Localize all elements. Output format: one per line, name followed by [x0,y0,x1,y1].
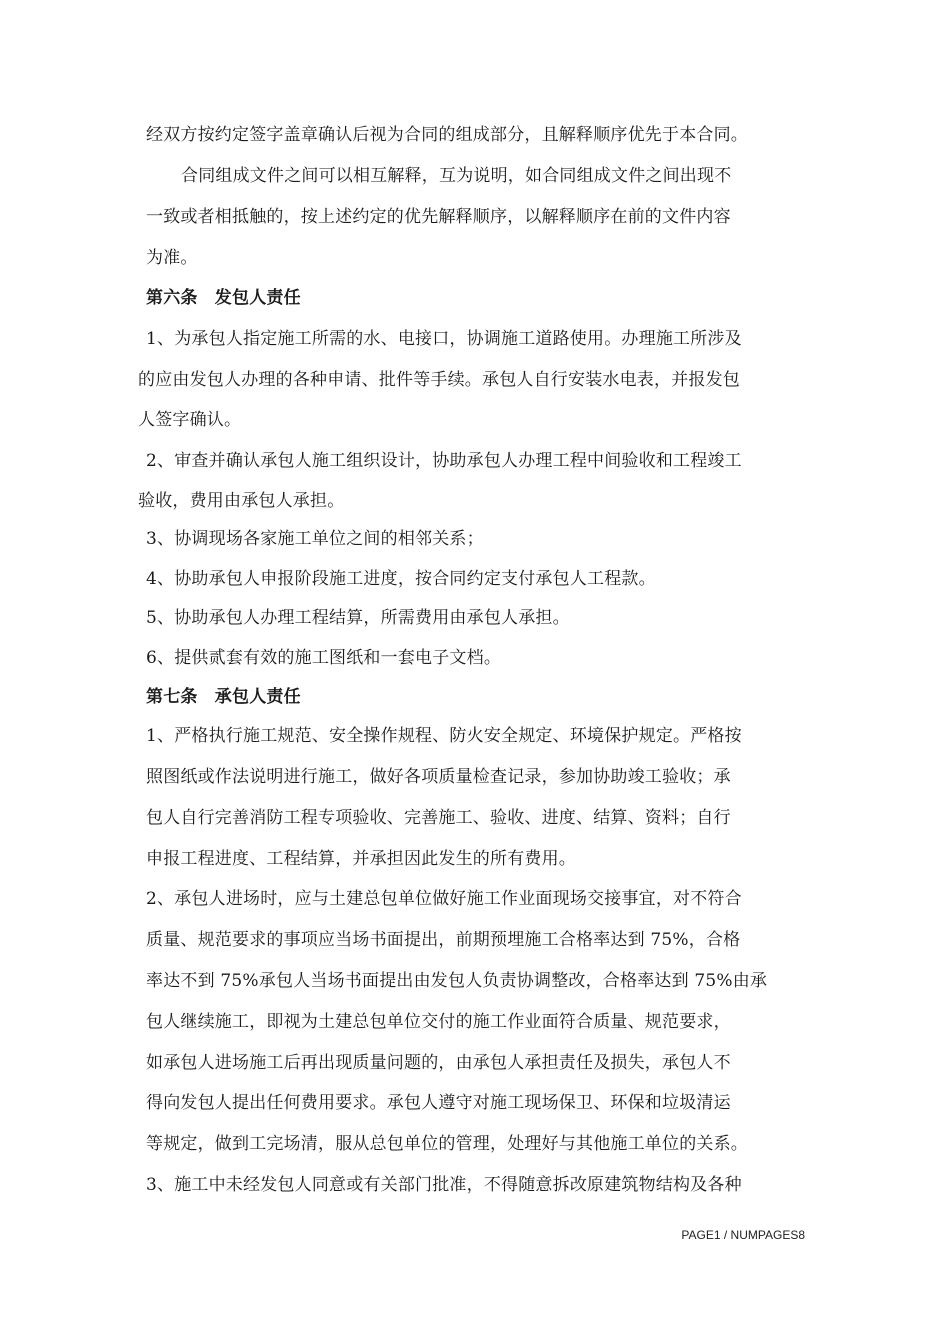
paragraph-line: 5、协助承包人办理工程结算，所需费用由承包人承担。 [146,608,570,628]
paragraph-line: 质量、规范要求的事项应当场书面提出，前期预埋施工合格率达到 75%，合格 [146,930,741,950]
paragraph-line: 如承包人进场施工后再出现质量问题的，由承包人承担责任及损失，承包人不 [146,1053,731,1073]
paragraph-line: 为准。 [146,248,198,268]
section-heading-article-7: 第七条 承包人责任 [146,687,301,707]
paragraph-line: 验收，费用由承包人承担。 [138,491,345,511]
paragraph-line: 2、审查并确认承包人施工组织设计，协助承包人办理工程中间验收和工程竣工 [146,451,742,471]
paragraph-line: 人签字确认。 [138,410,242,430]
paragraph-line: 3、施工中未经发包人同意或有关部门批准，不得随意拆改原建筑物结构及各种 [146,1175,742,1195]
paragraph-line: 3、协调现场各家施工单位之间的相邻关系； [146,529,484,549]
paragraph-line: 一致或者相抵触的，按上述约定的优先解释顺序，以解释顺序在前的文件内容 [146,207,731,227]
paragraph-line: 6、提供贰套有效的施工图纸和一套电子文档。 [146,648,502,668]
section-heading-article-6: 第六条 发包人责任 [146,288,301,308]
paragraph-line: 2、承包人进场时，应与土建总包单位做好施工作业面现场交接事宜，对不符合 [146,889,742,909]
paragraph-line: 包人继续施工，即视为土建总包单位交付的施工作业面符合质量、规范要求， [146,1012,731,1032]
paragraph-line: 经双方按约定签字盖章确认后视为合同的组成部分，且解释顺序优先于本合同。 [146,125,748,145]
paragraph-line: 的应由发包人办理的各种申请、批件等手续。承包人自行安装水电表，并报发包 [138,370,740,390]
paragraph-line: 1、严格执行施工规范、安全操作规程、防火安全规定、环境保护规定。严格按 [146,726,742,746]
paragraph-line: 申报工程进度、工程结算，并承担因此发生的所有费用。 [146,849,576,869]
paragraph-line: 4、协助承包人申报阶段施工进度，按合同约定支付承包人工程款。 [146,569,656,589]
paragraph-line: 得向发包人提出任何费用要求。承包人遵守对施工现场保卫、环保和垃圾清运 [146,1093,731,1113]
paragraph-line: 照图纸或作法说明进行施工，做好各项质量检查记录，参加协助竣工验收；承 [146,767,731,787]
paragraph-line: 率达不到 75%承包人当场书面提出由发包人负责协调整改，合格率达到 75%由承 [146,971,768,991]
paragraph-line: 合同组成文件之间可以相互解释，互为说明，如合同组成文件之间出现不 [181,166,732,186]
paragraph-line: 等规定，做到工完场清，服从总包单位的管理，处理好与其他施工单位的关系。 [146,1134,748,1154]
paragraph-line: 1、为承包人指定施工所需的水、电接口，协调施工道路使用。办理施工所涉及 [146,329,742,349]
paragraph-line: 包人自行完善消防工程专项验收、完善施工、验收、进度、结算、资料；自行 [146,808,731,828]
page-number-footer: PAGE1 / NUMPAGES8 [681,1228,805,1242]
